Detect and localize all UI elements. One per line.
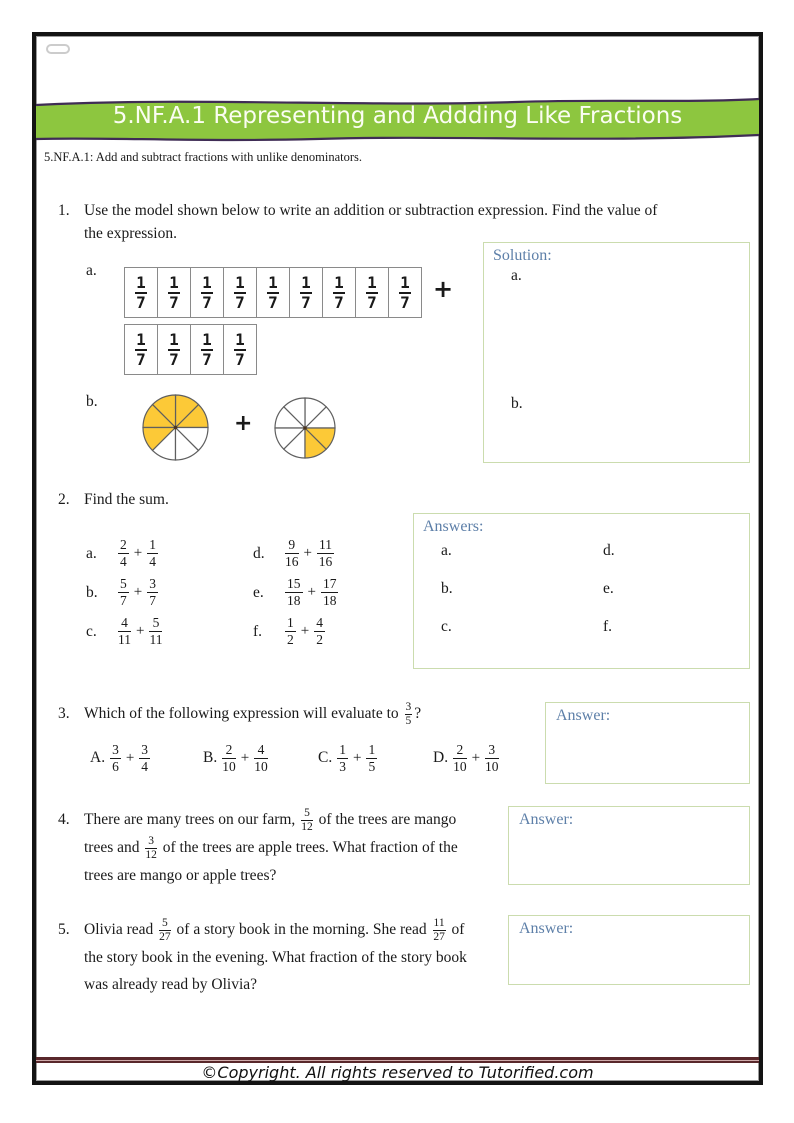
fraction-tile: $\frac{1}{7}$ xyxy=(158,325,191,374)
plus-sign: + xyxy=(240,749,250,766)
solution-box xyxy=(483,242,750,463)
stacked-fraction: $\frac{2}{4}$ xyxy=(120,537,127,569)
stacked-fraction: $\frac{4}{10}$ xyxy=(254,742,268,774)
inline-fraction: $\frac{5}{27}$ xyxy=(159,917,171,943)
inline-fraction: $\frac{3}{5}$ xyxy=(405,701,412,727)
question-4-stem xyxy=(58,806,518,890)
stacked-fraction: $\frac{3}{7}$ xyxy=(149,576,156,608)
plus-sign: + xyxy=(136,623,145,639)
question-2-column-left xyxy=(86,534,164,651)
question-2-number: 2. xyxy=(58,491,70,508)
question-5-number: 5. xyxy=(58,921,70,938)
fraction-tile: $\frac{1}{7}$ xyxy=(191,268,224,317)
fraction-tile: $\frac{1}{7}$ xyxy=(235,329,245,369)
plus-sign: + xyxy=(471,749,481,766)
fraction-tile: $\frac{1}{7}$ xyxy=(125,268,158,317)
item-label: B. xyxy=(203,749,218,767)
plus-sign: + xyxy=(352,749,362,766)
plus-sign: + xyxy=(433,275,454,303)
stacked-fraction: $\frac{15}{18}$ xyxy=(287,576,301,608)
option-item xyxy=(433,742,501,774)
stacked-fraction: $\frac{4}{11}$ xyxy=(118,615,131,647)
question-1-number: 1. xyxy=(58,202,70,219)
answers-box xyxy=(413,513,750,669)
answer-slot-label: d. xyxy=(603,542,615,559)
expression-item xyxy=(253,534,340,573)
fraction-tile: $\frac{1}{7}$ xyxy=(224,268,257,317)
item-label: b. xyxy=(86,583,98,601)
fraction-tile: $\frac{1}{7}$ xyxy=(257,268,290,317)
item-label: d. xyxy=(253,544,265,562)
item-label: A. xyxy=(90,749,106,767)
fraction-tile: $\frac{1}{7}$ xyxy=(323,268,356,317)
question-5-stem xyxy=(58,916,520,998)
standard-description: 5.NF.A.1: Add and subtract fractions with unlike denominators. xyxy=(44,150,363,164)
answers-box-title: Answers: xyxy=(423,518,484,535)
stacked-fraction: $\frac{1}{5}$ xyxy=(368,742,376,774)
fraction-tile: $\frac{1}{7}$ xyxy=(125,325,158,374)
expression-item xyxy=(86,534,164,573)
plus-sign: + xyxy=(133,545,143,561)
stacked-fraction: $\frac{3}{4}$ xyxy=(141,742,149,774)
question-1a-label: a. xyxy=(86,262,97,279)
solution-slot-b-label: b. xyxy=(511,395,523,412)
inline-fraction: $\frac{5}{12}$ xyxy=(301,807,313,833)
fraction-tile: $\frac{1}{7}$ xyxy=(158,268,191,317)
answer-box-q4-title: Answer: xyxy=(519,811,574,828)
fraction-strip-2 xyxy=(124,324,257,375)
fraction-tile: $\frac{1}{7}$ xyxy=(191,325,224,374)
stacked-fraction: $\frac{11}{16}$ xyxy=(318,537,333,569)
answer-slot-label: e. xyxy=(603,580,614,597)
inline-fraction: $\frac{11}{27}$ xyxy=(433,917,445,943)
expression-item xyxy=(253,573,340,612)
solution-box-title: Solution: xyxy=(493,247,552,264)
plus-sign: + xyxy=(300,623,310,639)
answer-box-q5-title: Answer: xyxy=(519,920,574,937)
plus-sign: + xyxy=(234,411,253,436)
plus-sign: + xyxy=(303,545,312,561)
fraction-pie-2 xyxy=(273,396,337,460)
item-label: e. xyxy=(253,583,264,601)
fraction-tile: $\frac{1}{7}$ xyxy=(290,268,323,317)
question-1-stem xyxy=(58,200,736,245)
question-2-column-right xyxy=(253,534,340,651)
answer-box-q3-title: Answer: xyxy=(556,707,611,724)
banner-title: 5.NF.A.1 Representing and Addding Like Fractions xyxy=(112,103,683,129)
stacked-fraction: $\frac{4}{2}$ xyxy=(316,615,323,647)
stacked-fraction: $\frac{9}{16}$ xyxy=(285,537,299,569)
question-3-number: 3. xyxy=(58,705,70,723)
copyright-text: ©Copyright. All rights reserved to Tutorified.com xyxy=(201,1063,594,1082)
answer-slot-label: b. xyxy=(441,580,453,597)
item-label: a. xyxy=(86,544,97,562)
fraction-tile: $\frac{1}{7}$ xyxy=(400,272,410,312)
answer-slot-label: c. xyxy=(441,618,452,635)
answers-column-right xyxy=(603,542,615,656)
question-1b-label: b. xyxy=(86,393,98,410)
fraction-strip-1 xyxy=(124,267,422,318)
stacked-fraction: $\frac{5}{7}$ xyxy=(120,576,127,608)
expression-item xyxy=(86,573,164,612)
stacked-fraction: $\frac{17}{18}$ xyxy=(322,576,337,608)
item-label: c. xyxy=(86,622,97,640)
solution-slot-a-label: a. xyxy=(511,267,522,284)
stacked-fraction: $\frac{1}{4}$ xyxy=(149,537,156,569)
stacked-fraction: $\frac{3}{6}$ xyxy=(112,742,119,774)
question-4-number: 4. xyxy=(58,811,70,828)
option-item xyxy=(90,742,152,774)
stacked-fraction: $\frac{3}{10}$ xyxy=(485,742,499,774)
stacked-fraction: $\frac{1}{2}$ xyxy=(287,615,294,647)
fraction-tile: $\frac{1}{7}$ xyxy=(356,268,389,317)
question-1-text: Use the model shown below to write an addition or subtraction expression. Find the value of the expression. xyxy=(84,202,658,242)
item-label: C. xyxy=(318,749,333,767)
answer-box-q4 xyxy=(508,806,750,885)
question-3-text: Which of the following expression will evaluate to $\frac{3}{5}$ ? xyxy=(84,701,422,727)
answer-box-q5 xyxy=(508,915,750,985)
question-4-text: There are many trees on our farm, $\frac{5}{12}$ of the trees are mango trees and $\frac{3}{12}$ of the trees are apple trees. What fraction of the trees are mango or apple trees? xyxy=(84,807,458,884)
question-3-stem xyxy=(58,701,578,728)
title-banner xyxy=(36,94,759,146)
answer-slot-label: a. xyxy=(441,542,452,559)
plus-sign: + xyxy=(125,749,135,766)
plus-sign: + xyxy=(307,584,316,600)
inline-fraction: $\frac{3}{12}$ xyxy=(145,835,157,861)
question-2-text: Find the sum. xyxy=(84,491,169,508)
stacked-fraction: $\frac{5}{11}$ xyxy=(149,615,163,647)
option-item xyxy=(318,742,379,774)
plus-sign: + xyxy=(133,584,143,600)
stacked-fraction: $\frac{1}{3}$ xyxy=(339,742,346,774)
item-label: f. xyxy=(253,622,263,640)
question-5-text: Olivia read $\frac{5}{27}$ of a story book in the morning. She read $\frac{11}{27}$ of the story book in the evening. What fraction of the story book was already read by Olivia? xyxy=(84,917,467,993)
answer-box-q3 xyxy=(545,702,750,784)
fraction-pie-1 xyxy=(141,393,210,462)
stacked-fraction: $\frac{2}{10}$ xyxy=(453,742,467,774)
stacked-fraction: $\frac{2}{10}$ xyxy=(222,742,236,774)
answers-column-left xyxy=(441,542,453,656)
item-label: D. xyxy=(433,749,449,767)
option-item xyxy=(203,742,270,774)
tutorified-logo xyxy=(46,44,70,54)
expression-item xyxy=(86,612,164,651)
expression-item xyxy=(253,612,340,651)
answer-slot-label: f. xyxy=(603,618,613,635)
question-2-stem xyxy=(58,489,458,512)
